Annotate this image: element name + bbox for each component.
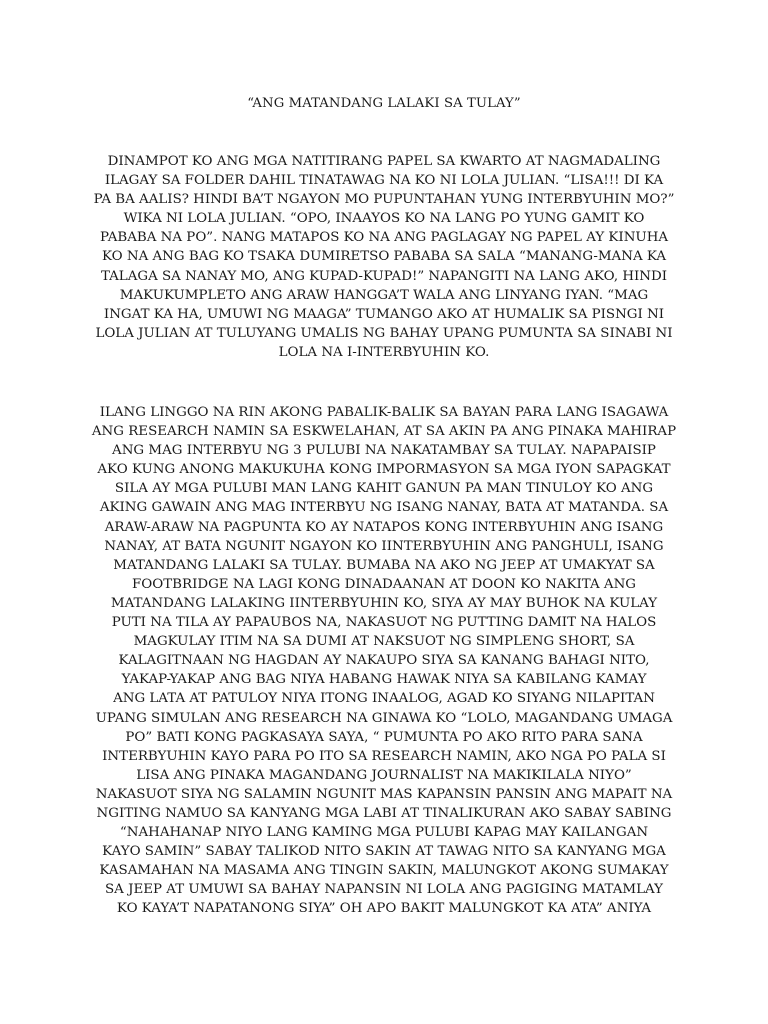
- paragraph-line: PABABA NA PO”. NANG MATAPOS KO NA ANG PAGLAGAY NG PAPEL AY KINUHA: [99, 230, 669, 246]
- paragraph-2: [84, 403, 684, 919]
- paragraph-line: LOLA NA I-INTERBYUHIN KO.: [278, 344, 490, 360]
- paragraph-line: PO” BATI KONG PAGKASAYA SAYA, “ PUMUNTA PO AKO RITO PARA SANA: [125, 729, 643, 745]
- paragraph-line: SILA AY MGA PULUBI MAN LANG KAHIT GANUN PA MAN TINULOY KO ANG: [114, 481, 654, 497]
- paragraph-line: YAKAP-YAKAP ANG BAG NIYA HABANG HAWAK NIYA SA KABILANG KAMAY: [121, 672, 647, 688]
- paragraph-line: INGAT KA HA, UMUWI NG MAAGA” TUMANGO AKO AT HUMALIK SA PISNGI NI: [103, 306, 665, 322]
- paragraph-line: SA JEEP AT UMUWI SA BAHAY NAPANSIN NI LOLA ANG PAGIGING MATAMLAY: [105, 882, 663, 898]
- paragraph-line: TALAGA SA NANAY MO, ANG KUPAD-KUPAD!” NAPANGITI NA LANG AKO, HINDI: [100, 268, 668, 284]
- paragraph-line: NANAY, AT BATA NGUNIT NGAYON KO IINTERBYUHIN ANG PANGHULI, ISANG: [104, 538, 664, 554]
- paragraph-1: [84, 152, 684, 362]
- paragraph-line: ANG LATA AT PATULOY NIYA ITONG INAALOG, AGAD KO SIYANG NILAPITAN: [113, 691, 655, 707]
- paragraph-line: ANG MAG INTERBYU NG 3 PULUBI NA NAKATAMBAY SA TULAY. NAPAPAISIP: [112, 443, 656, 459]
- paragraph-line: LOLA JULIAN AT TULUYANG UMALIS NG BAHAY UPANG PUMUNTA SA SINABI NI: [95, 325, 673, 341]
- paragraph-line: DINAMPOT KO ANG MGA NATITIRANG PAPEL SA KWARTO AT NAGMADALING: [107, 154, 661, 169]
- paragraph-line: LISA ANG PINAKA MAGANDANG JOURNALIST NA MAKIKILALA NIYO”: [136, 767, 632, 783]
- paragraph-line: INTERBYUHIN KAYO PARA PO ITO SA RESEARCH NAMIN, AKO NGA PO PALA SI: [102, 748, 666, 764]
- paragraph-line: “NAHAHANAP NIYO LANG KAMING MGA PULUBI KAPAG MAY KAILANGAN: [119, 825, 649, 841]
- paragraph-line: NAKASUOT SIYA NG SALAMIN NGUNIT MAS KAPANSIN PANSIN ANG MAPAIT NA: [95, 786, 673, 802]
- paragraph-line: ILAGAY SA FOLDER DAHIL TINATAWAG NA KO NI LOLA JULIAN. “LISA!!! DI KA: [104, 173, 664, 189]
- paragraph-line: UPANG SIMULAN ANG RESEARCH NA GINAWA KO “LOLO, MAGANDANG UMAGA: [95, 710, 673, 726]
- paragraph-line: PUTI NA TILA AY PAPAUBOS NA, NAKASUOT NG PUTTING DAMIT NA HALOS: [111, 615, 657, 631]
- paragraph-line: KO NA ANG BAG KO TSAKA DUMIRETSO PABABA SA SALA “MANANG-MANA KA: [101, 249, 667, 265]
- paragraph-line: MAKUKUMPLETO ANG ARAW HANGGA’T WALA ANG LINYANG IYAN. “MAG: [119, 287, 649, 303]
- paragraph-line: ILANG LINGGO NA RIN AKONG PABALIK-BALIK SA BAYAN PARA LANG ISAGAWA: [99, 405, 669, 420]
- paragraph-line: ARAW-ARAW NA PAGPUNTA KO AY NATAPOS KONG INTERBYUHIN ANG ISANG: [104, 519, 664, 535]
- paragraph-line: ANG RESEARCH NAMIN SA ESKWELAHAN, AT SA AKIN PA ANG PINAKA MAHIRAP: [91, 424, 677, 440]
- paragraph-line: AKING GAWAIN ANG MAG INTERBYU NG ISANG NANAY, BATA AT MATANDA. SA: [99, 500, 669, 516]
- paragraph-line: NGITING NAMUO SA KANYANG MGA LABI AT TINALIKURAN AKO SABAY SABING: [96, 805, 672, 821]
- paragraph-line: MATANDANG LALAKI SA TULAY. BUMABA NA AKO NG JEEP AT UMAKYAT SA: [113, 557, 655, 573]
- paragraph-line: AKO KUNG ANONG MAKUKUHA KONG IMPORMASYON SA MGA IYON SAPAGKAT: [97, 462, 671, 478]
- paragraph-line: KALAGITNAAN NG HAGDAN AY NAKAUPO SIYA SA KANANG BAHAGI NITO,: [118, 653, 650, 669]
- paragraph-line: MAGKULAY ITIM NA SA DUMI AT NAKSUOT NG SIMPLENG SHORT, SA: [133, 634, 635, 650]
- paragraph-line: PA BA AALIS? HINDI BA’T NGAYON MO PUPUNTAHAN YUNG INTERBYUHIN MO?”: [93, 192, 675, 208]
- paragraph-line: KASAMAHAN NA MASAMA ANG TINGIN SAKIN, MALUNGKOT AKONG SUMAKAY: [99, 863, 669, 879]
- document-title: “ANG MATANDANG LALAKI SA TULAY”: [247, 96, 521, 111]
- paragraph-line: KAYO SAMIN” SABAY TALIKOD NITO SAKIN AT TAWAG NITO SA KANYANG MGA: [102, 844, 666, 860]
- paragraph-line: FOOTBRIDGE NA LAGI KONG DINADAANAN AT DOON KO NAKITA ANG: [131, 576, 636, 592]
- paragraph-line: MATANDANG LALAKING IINTERBYUHIN KO, SIYA AY MAY BUHOK NA KULAY: [110, 595, 658, 611]
- paragraph-line: WIKA NI LOLA JULIAN. “OPO, INAAYOS KO NA LANG PO YUNG GAMIT KO: [123, 211, 645, 227]
- paragraph-line: KO KAYA’T NAPATANONG SIYA” OH APO BAKIT MALUNGKOT KA ATA” ANIYA: [116, 901, 652, 917]
